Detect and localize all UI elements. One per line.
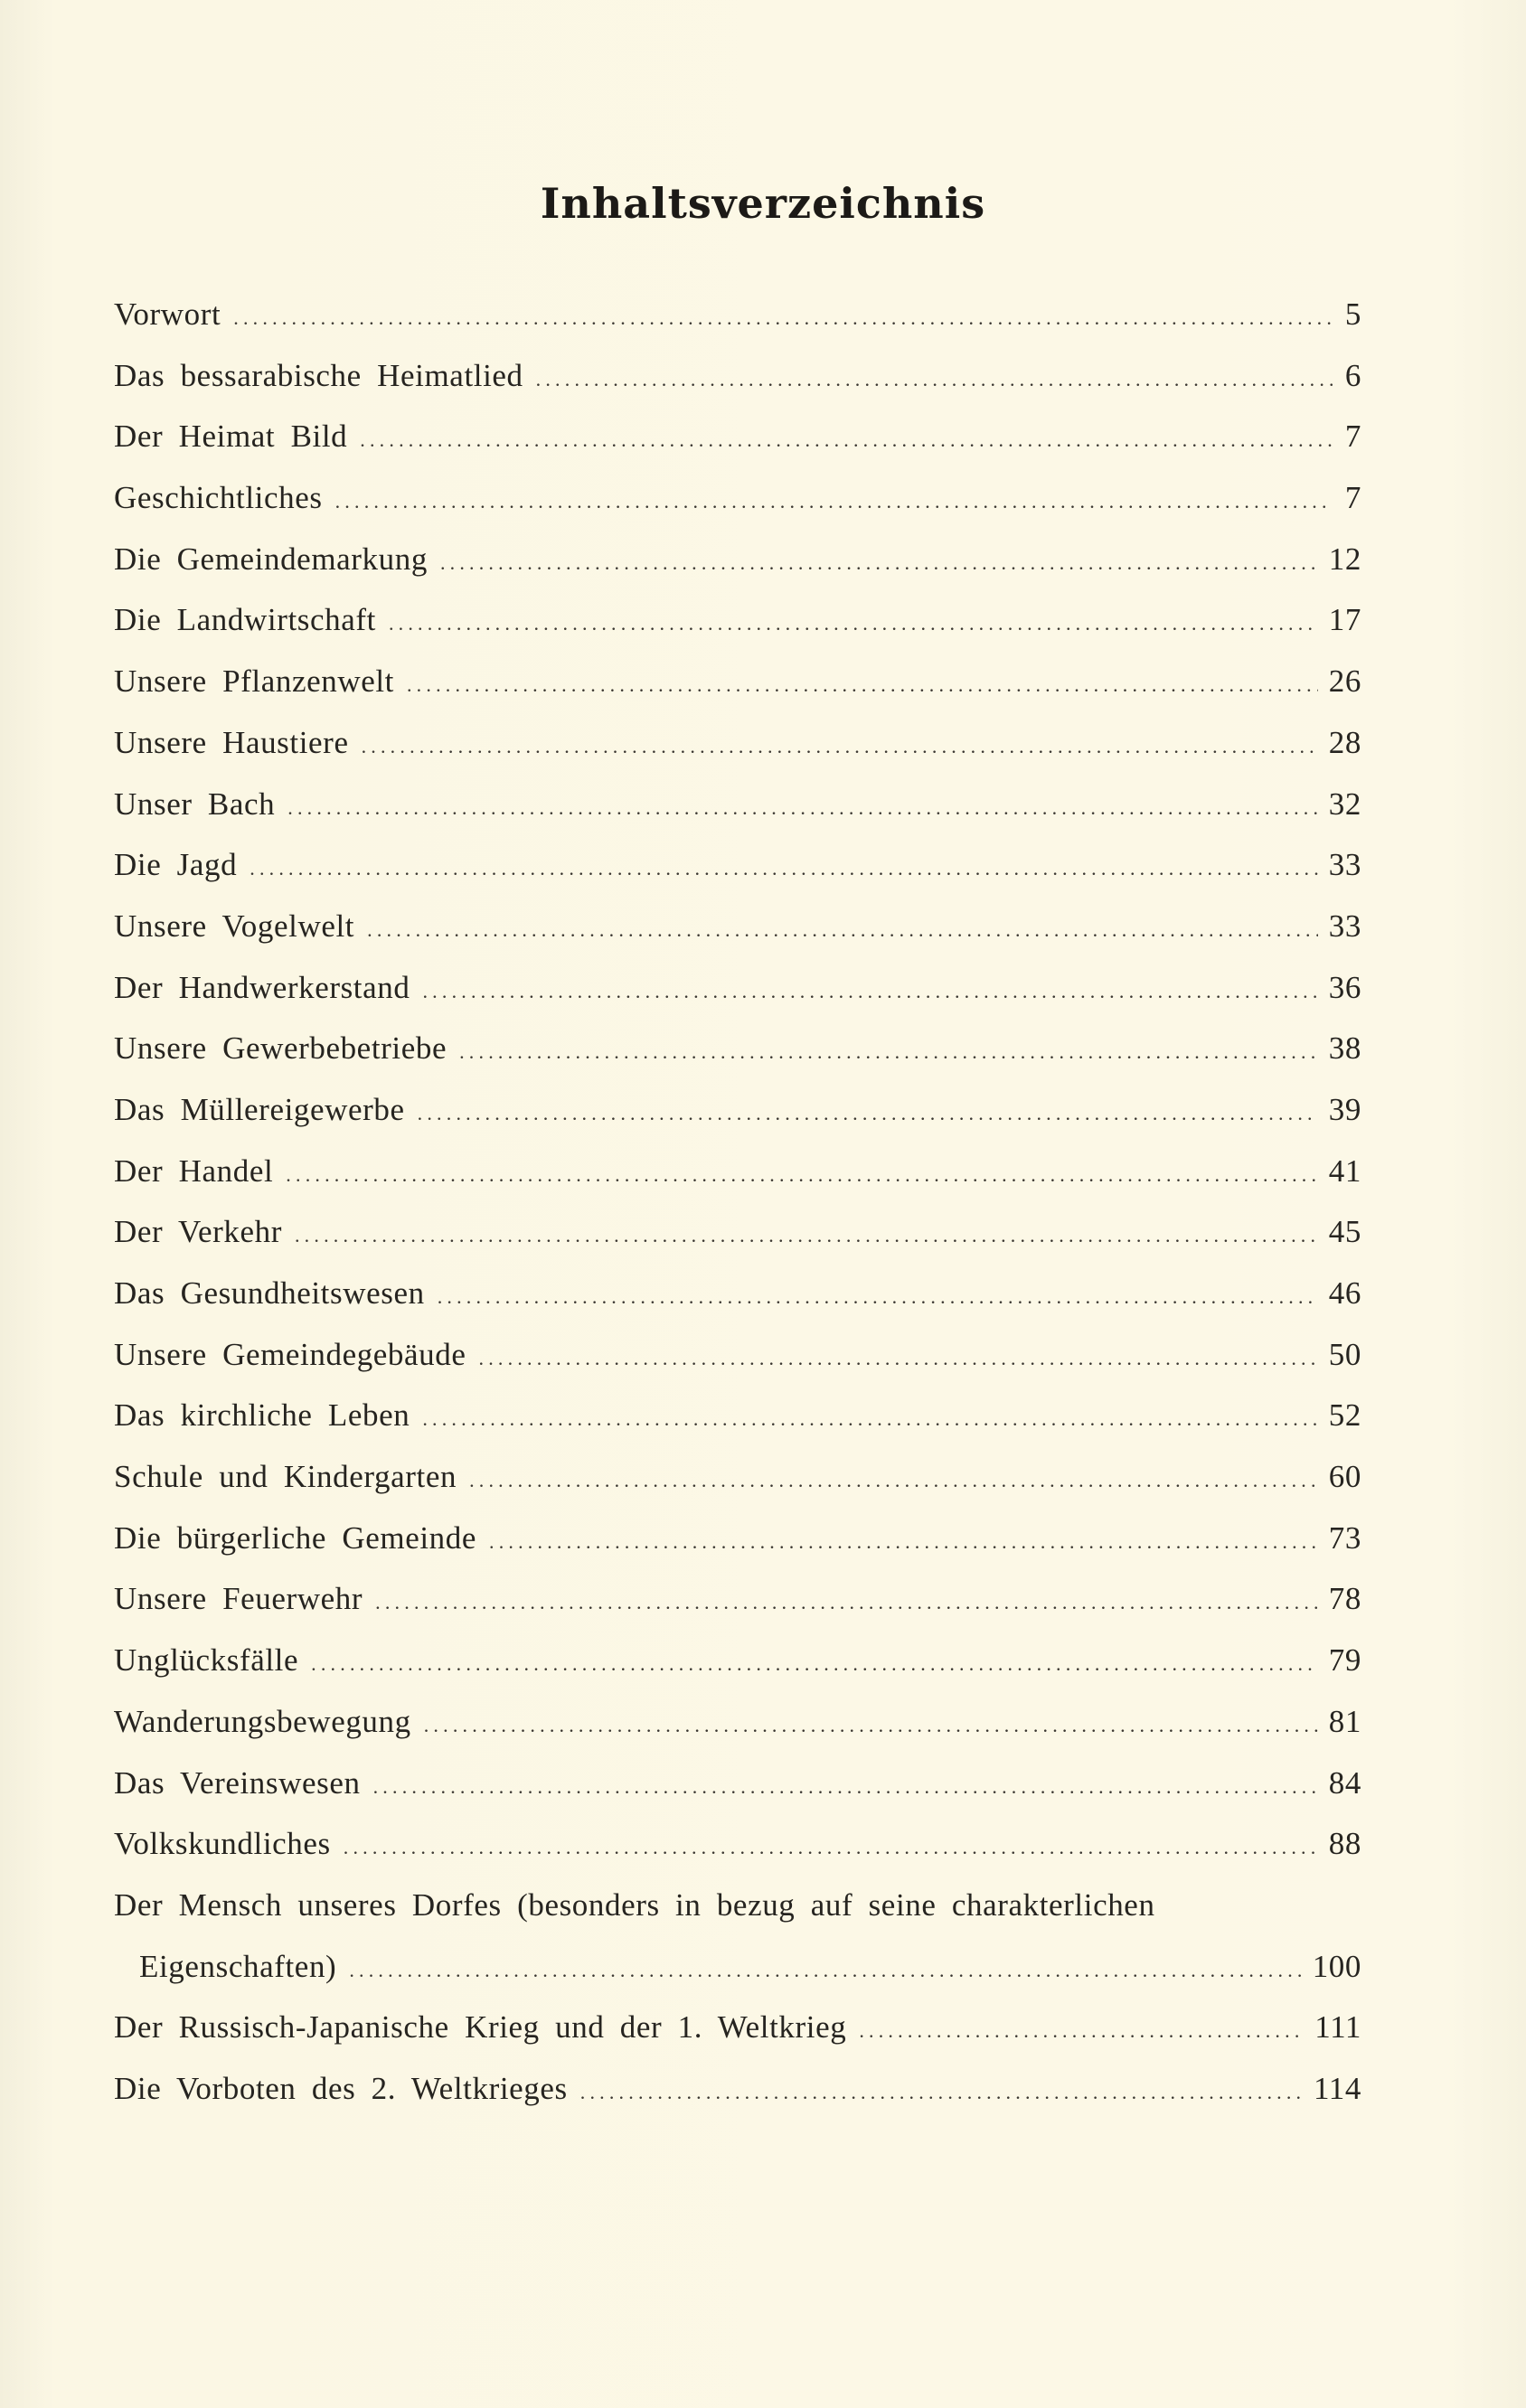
toc-entry bbox=[114, 1275, 1361, 1337]
toc-entry-title: Der Russisch-Japanische Krieg und der 1. Weltkrieg bbox=[114, 2009, 847, 2046]
dot-leader bbox=[422, 980, 1317, 1003]
toc-entry bbox=[114, 970, 1361, 1031]
toc-entry-title: Die Gemeindemarkung bbox=[114, 541, 428, 577]
toc-entry-title: Die Landwirtschaft bbox=[114, 602, 376, 638]
toc-entry-title: Die Vorboten des 2. Weltkrieges bbox=[114, 2070, 568, 2106]
toc-entry-page: 7 bbox=[1344, 480, 1361, 516]
toc-entry-page: 17 bbox=[1328, 602, 1361, 638]
dot-leader bbox=[418, 1102, 1318, 1125]
dot-leader bbox=[859, 2019, 1304, 2043]
dot-leader bbox=[286, 1163, 1318, 1187]
toc-entry-title: Unsere Gewerbebetriebe bbox=[114, 1030, 447, 1067]
toc-entry bbox=[114, 2009, 1361, 2071]
toc-entry-page: 41 bbox=[1328, 1152, 1361, 1189]
toc-entry-title: Der Verkehr bbox=[114, 1214, 282, 1250]
toc-entry-page: 38 bbox=[1328, 1030, 1361, 1067]
toc-entry-title: Geschichtliches bbox=[114, 480, 323, 516]
toc-entry-title-continued: Eigenschaften) bbox=[139, 1948, 337, 1984]
toc-entry-page: 46 bbox=[1328, 1275, 1361, 1311]
toc-entry bbox=[114, 358, 1361, 419]
dot-leader bbox=[489, 1530, 1318, 1554]
dot-leader bbox=[287, 796, 1318, 820]
toc-entry-page: 32 bbox=[1328, 785, 1361, 822]
toc-entry-page: 28 bbox=[1328, 724, 1361, 760]
dot-leader bbox=[407, 673, 1318, 697]
toc-entry-page: 73 bbox=[1328, 1519, 1361, 1556]
dot-leader bbox=[438, 1285, 1318, 1309]
toc-entry-page: 111 bbox=[1314, 2009, 1361, 2046]
toc-entry bbox=[114, 1092, 1361, 1153]
toc-entry-title: Das Müllereigewerbe bbox=[114, 1091, 405, 1127]
dot-leader bbox=[422, 1407, 1317, 1431]
dot-leader bbox=[362, 735, 1318, 758]
dot-leader bbox=[367, 918, 1318, 942]
toc-entry-page: 79 bbox=[1328, 1642, 1361, 1679]
dot-leader bbox=[479, 1347, 1318, 1370]
dot-leader bbox=[250, 857, 1318, 880]
toc-entry bbox=[114, 1520, 1361, 1582]
toc-entry bbox=[114, 786, 1361, 848]
toc-entry-title: Unsere Vogelwelt bbox=[114, 908, 355, 944]
toc-entry-title: Die bürgerliche Gemeinde bbox=[114, 1519, 476, 1556]
dot-leader bbox=[295, 1224, 1318, 1247]
dot-leader bbox=[536, 368, 1333, 391]
toc-entry-title: Unsere Pflanzenwelt bbox=[114, 663, 394, 700]
dot-leader bbox=[424, 1714, 1318, 1737]
toc-entry bbox=[114, 1704, 1361, 1765]
toc-entry-title: Unser Bach bbox=[114, 785, 276, 822]
toc-entry-page: 88 bbox=[1328, 1826, 1361, 1862]
dot-leader bbox=[344, 1836, 1318, 1859]
dot-leader bbox=[375, 1591, 1318, 1614]
toc-entry bbox=[114, 2071, 1361, 2132]
toc-entry bbox=[114, 1642, 1361, 1704]
toc-entry-page: 6 bbox=[1344, 357, 1361, 393]
toc-entry bbox=[114, 847, 1361, 908]
toc-entry-page: 26 bbox=[1328, 663, 1361, 700]
toc-entry-page: 33 bbox=[1328, 908, 1361, 944]
toc-entry bbox=[114, 1826, 1361, 1887]
dot-leader bbox=[580, 2081, 1303, 2104]
toc-entry-title: Das bessarabische Heimatlied bbox=[114, 357, 523, 393]
toc-entry-page: 36 bbox=[1328, 969, 1361, 1005]
toc-entry-page: 81 bbox=[1328, 1703, 1361, 1739]
toc-entry-continuation bbox=[114, 1949, 1361, 2010]
dot-leader bbox=[233, 306, 1333, 330]
toc-entry bbox=[114, 663, 1361, 725]
toc-entry bbox=[114, 296, 1361, 358]
dot-leader bbox=[335, 490, 1333, 513]
dot-leader bbox=[459, 1040, 1318, 1064]
toc-entry-title: Der Handel bbox=[114, 1152, 274, 1189]
toc-entry-page: 7 bbox=[1344, 419, 1361, 455]
toc-entry-page: 52 bbox=[1328, 1397, 1361, 1434]
table-of-contents bbox=[114, 296, 1361, 2132]
dot-leader bbox=[389, 612, 1318, 635]
toc-entry bbox=[114, 1887, 1361, 2009]
toc-entry-title: Unsere Gemeindegebäude bbox=[114, 1336, 466, 1372]
toc-entry-page: 45 bbox=[1328, 1214, 1361, 1250]
toc-entry bbox=[114, 1397, 1361, 1459]
toc-entry bbox=[114, 908, 1361, 970]
toc-entry-page: 12 bbox=[1328, 541, 1361, 577]
toc-entry-title: Das Gesundheitswesen bbox=[114, 1275, 425, 1311]
dot-leader bbox=[440, 551, 1318, 575]
toc-entry-title: Unsere Feuerwehr bbox=[114, 1581, 363, 1617]
dot-leader bbox=[311, 1652, 1318, 1676]
toc-entry-page: 60 bbox=[1328, 1459, 1361, 1495]
toc-entry bbox=[114, 480, 1361, 541]
toc-entry-title: Die Jagd bbox=[114, 847, 238, 883]
toc-entry-title: Vorwort bbox=[114, 296, 221, 332]
toc-entry-page: 39 bbox=[1328, 1091, 1361, 1127]
toc-entry-title: Der Handwerkerstand bbox=[114, 969, 410, 1005]
toc-entry-title: Das Vereinswesen bbox=[114, 1764, 361, 1801]
toc-entry bbox=[114, 1153, 1361, 1215]
toc-entry-title: Wanderungsbewegung bbox=[114, 1703, 411, 1739]
toc-entry-title: Der Heimat Bild bbox=[114, 419, 348, 455]
toc-entry-title: Unsere Haustiere bbox=[114, 724, 349, 760]
toc-entry-page: 50 bbox=[1328, 1336, 1361, 1372]
toc-entry bbox=[114, 541, 1361, 603]
dot-leader bbox=[360, 428, 1333, 452]
toc-entry-title: Volkskundliches bbox=[114, 1826, 331, 1862]
toc-entry bbox=[114, 1765, 1361, 1827]
toc-entry bbox=[114, 725, 1361, 786]
toc-entry bbox=[114, 602, 1361, 663]
toc-entry-title: Schule und Kindergarten bbox=[114, 1459, 457, 1495]
toc-entry bbox=[114, 1337, 1361, 1398]
dot-leader bbox=[349, 1959, 1301, 1982]
toc-entry-page: 84 bbox=[1328, 1764, 1361, 1801]
dot-leader bbox=[373, 1775, 1318, 1799]
toc-entry bbox=[114, 1581, 1361, 1642]
toc-entry-title: Unglücksfälle bbox=[114, 1642, 299, 1679]
toc-entry-page: 100 bbox=[1312, 1948, 1361, 1984]
toc-entry-page: 78 bbox=[1328, 1581, 1361, 1617]
toc-entry bbox=[114, 1214, 1361, 1275]
toc-entry-title: Der Mensch unseres Dorfes (besonders in bezug auf seine charakterlichen bbox=[114, 1886, 1155, 1923]
toc-entry bbox=[114, 419, 1361, 480]
toc-entry-page: 33 bbox=[1328, 847, 1361, 883]
toc-entry-page: 5 bbox=[1344, 296, 1361, 332]
toc-entry bbox=[114, 1459, 1361, 1520]
page-title: Inhaltsverzeichnis bbox=[540, 179, 986, 228]
toc-entry bbox=[114, 1030, 1361, 1092]
toc-entry-title: Das kirchliche Leben bbox=[114, 1397, 410, 1434]
toc-entry-page: 114 bbox=[1313, 2070, 1361, 2106]
dot-leader bbox=[469, 1469, 1318, 1492]
